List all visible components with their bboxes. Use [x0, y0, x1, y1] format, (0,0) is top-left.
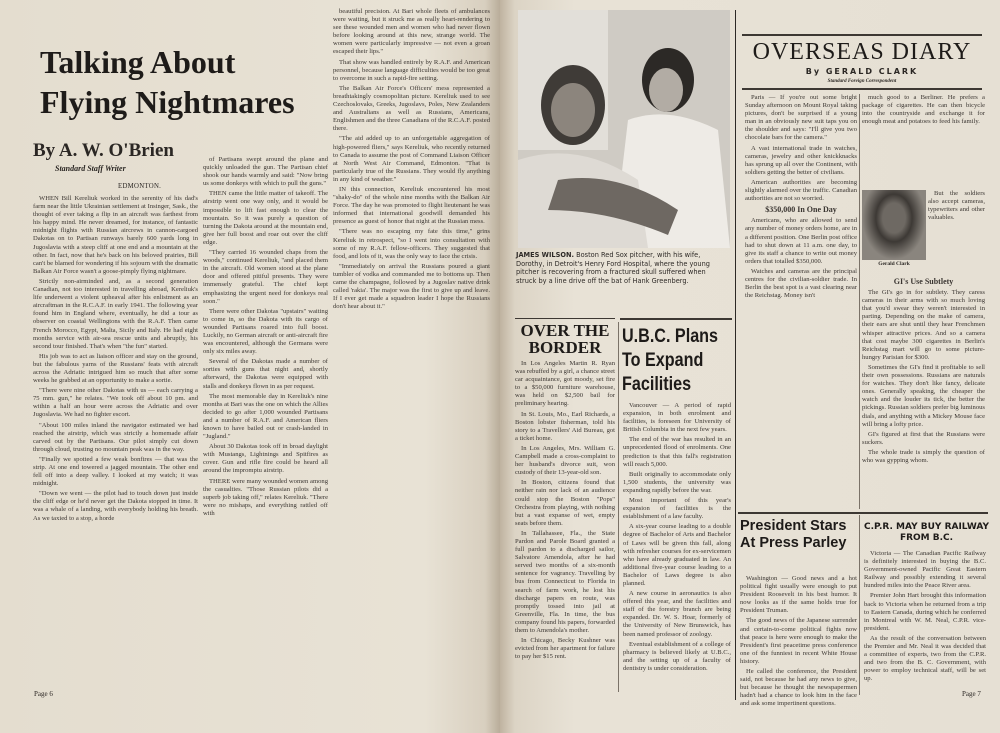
over-the-border-headline: OVER THE BORDER	[520, 321, 610, 357]
title-line-1: Talking About	[40, 44, 236, 80]
news-photo	[518, 10, 730, 248]
paragraph: The good news of the Japanese surrender and certain-to-come political fights now that peace is here were enough to make the President's first peacetime press conference one of the funniest in recent White House history.	[740, 617, 857, 665]
paragraph: A new course in aeronautics is also offered this year, and the facilities and staff of the forestry branch are being expanded. Dr. W. S. Hoar, formerly of the University of New Brunswick, has been named professor of zoology.	[623, 590, 731, 638]
paragraph: "There were nine other Dakotas with us — each carrying a 75 mm. gun," he relates. "We took off about 10 pm. and within a half an hour were across the Adriatic and over Jugoslavia. We had no fighter escort.	[33, 387, 198, 419]
divider	[742, 88, 982, 90]
overseas-diary-column-1	[745, 94, 857, 510]
paragraph: "There was no escaping my fate this time," grins Kereliuk in retrospect, "so I went into consultation with some of my R.A.F. fellow-officers. They suggested that food, and lots of it, was the only way to face the crisis.	[333, 228, 490, 260]
paragraph: Premier John Hart brought this information back to Victoria when he returned from a trip to Eastern Canada, during which he conferred in Montreal with W. M. Neal, C.P.R. vice-president.	[864, 592, 986, 632]
overseas-diary-column-2-side	[928, 190, 985, 272]
paragraph: In Los Angeles Martin R. Ryan was rebuffed by a girl, a chance street car acquaintance, got moody, set fire to a $50,000 furniture warehouse, was held on $2,500 bail for preliminary hearing.	[515, 360, 615, 408]
overseas-diary-role: Standard Foreign Correspondent	[827, 79, 897, 84]
paragraph: Strictly non-airminded and, as a second generation Canadian, not too interested in travelling abroad, Kereliuk's life underwent a violent upheaval after his enlistment as an aircraftman in the R.C.A.F. in early 1941. The following year found him in England where, eventually, he did a tour as observer on coastal Wellingtons with the R.A.F. Then came French Morocco, Egypt, Malta, Sicily and Italy. He had eight months service with air-sea rescue units and abruptly, his second tour finished. That's when "the fun" started.	[33, 277, 198, 350]
paragraph: THEN came the little matter of takeoff. The airstrip went one way only, and it would be impossible to lift fast enough to clear the mountain. So it was purely a question of turning the Dakota around at the mountain end, give her full boost and roar out over the cliff edge.	[203, 190, 328, 246]
ubc-headline-3: Facilities	[622, 374, 692, 395]
paragraph: The whole trade is simply the question of who was gypping whom.	[862, 448, 985, 464]
divider	[738, 512, 988, 514]
paragraph: As the result of the conversation between the Premier and Mr. Neal it was decided that a committee of experts, two from the C.P.R. and two from the B. C. Government, with power to employ technical staff, will be set up.	[864, 634, 986, 683]
paragraph: A six-year course leading to a double degree of Bachelor of Arts and Bachelor of Laws will be given this fall, along with refresher courses for ex-servicemen who have already graduated in law. An additional five-year course leading to a Bachelor of Laws degree is also planned.	[623, 523, 731, 587]
paragraph: "Down we went — the pilot had to touch down just inside the cliff edge or he'd never get the Dakota stopped in time. It was a whale of a landing, with everybody holding his breath. As we taxied to a stop, a horde	[33, 490, 198, 522]
paragraph: "Finally we spotted a few weak bonfires — that was the strip. At one end towered a jagged mountain. The other end fell off into a deep valley. I looked at my watch; it was midnight.	[33, 455, 198, 488]
ubc-body	[623, 402, 731, 692]
paragraph: The end of the war has resulted in an unprecedented flood of enrolments. One prediction is that this fall's registration will reach 5,000.	[623, 436, 731, 468]
paragraph: The Balkan Air Force's Officers' mess represented a breathtakingly cosmopolitan picture. Kereliuk used to see Czechoslovaks, Greeks, Jugoslavs, Poles, New Zealanders and Australians as well as Russians, Americans, Englishmen and the three Canadians of the R.C.A.F. posted there.	[333, 84, 490, 133]
cpr-headline: C.P.R. MAY BUY RAILWAY FROM B.C.	[864, 522, 989, 543]
paragraph: About 30 Dakotas took off in broad daylight with Mustangs, Lightnings and Spitfires as cover. Gun and rifle fire could be heard all around the impromptu airstrip.	[203, 443, 328, 475]
paragraph: The most memorable day in Kereliuk's nine months at Bari was the one on which the Allies decided to go after 1,000 wounded Partisans and a number of R.A.F. and American fliers known to have bailed out or crash-landed in "Jugland."	[203, 392, 328, 441]
paragraph: Vancouver — A period of rapid expansion, in both enrolment and facilities, is foreseen for University of British Columbia in the next few years.	[623, 402, 731, 434]
paragraph: "They carried 16 wounded chaps from the woods," continued Kereliuk, "and placed them in the aircraft. Old women stood at the plane door and offered pitiful presents. They were immensely grateful. The chief kept emphasizing the urgent need for donkeys real soon."	[203, 249, 328, 305]
paragraph: THERE were many wounded women among the casualties. "Those Russian pilots did a superb job taking off," relates Kereliuk. "There were no mishaps, and everything rattled off with	[203, 477, 328, 517]
article-column-1	[33, 195, 198, 685]
page-number: Page 7	[962, 690, 981, 698]
paragraph: Built originally to accommodate only 1,500 students, the university was expanding rapidly before the war.	[623, 470, 731, 494]
paragraph: A vast international trade in watches, cameras, jewelry and other knickknacks has sprung up all over the Continent, with soldiers getting the better of civilians.	[745, 144, 857, 176]
overseas-diary-column-2	[862, 275, 985, 510]
paragraph: There were other Dakotas "upstairs" waiting to come in, so the Dakota with its cargo of wounded Partisans roared into full boost. Luckily, no German aircraft or anti-aircraft fire was encountered, although the Germans were only six miles away.	[203, 307, 328, 356]
paragraph: American authorities are becoming slightly alarmed over the traffic. Canadian authorities are not so worried.	[745, 178, 857, 203]
paragraph: GI's figured at first that the Russians were suckers.	[862, 430, 985, 446]
caption-text: Boston Red Sox pitcher, with his wife, Dorothy, in Detroit's Henry Ford Hospital, where the young pitcher is recovering from a fractured skull suffered when struck by a line drive off the bat of Hank Greenberg.	[516, 251, 710, 285]
paragraph: Most important of this year's expansion of facilities is the establishment of a law faculty.	[623, 497, 731, 521]
byline: By A. W. O'Brien	[33, 140, 174, 161]
paragraph: The GI's go in for subtlety. They caress cameras in their arms with so much loving that you'd swear they weren't interested in parting. Depending on the make of camera, their ears are shut until they hear Frenchmen whisper attractive prices. And so a camera that cost maybe 300 cigarettes in Berlin's Reichstag mart will go to some picture-hungry Parisian for $300.	[862, 289, 985, 361]
overseas-diary-byline: By GERALD CLARK	[805, 67, 919, 76]
article-title	[40, 42, 325, 122]
paragraph: In Los Angeles, Mrs. William G. Campbell made a cross-complaint to her husband's divorce suit, won custody of their 13-year-old son.	[515, 444, 615, 477]
over-the-border-body	[515, 360, 615, 695]
portrait-caption: Gerald Clark	[878, 261, 910, 267]
cpr-body	[864, 550, 986, 682]
paragraph: In Boston, citizens found that neither rain nor lack of an audience could stop the Boston "Pops" Orchestra from playing, with nothing but a vast expanse of wet, empty seats before them.	[515, 479, 615, 527]
paragraph: He called the conference, the President said, not because he had any news to give, but because he thought the newspapermen hadn't had a chance to look him in the face and ask some impertinent questions.	[740, 668, 857, 708]
page-number: Page 6	[34, 690, 53, 698]
title-line-2: Flying Nightmares	[40, 84, 295, 120]
paragraph: But the soldiers also accept cameras, typewriters and other valuables.	[928, 190, 985, 222]
article-column-3	[333, 8, 490, 688]
paragraph: Sometimes the GI's find it profitable to sell their own possessions. Russians are naturals for watches. They don't like fancy, delicate ones. Generally speaking, the cheaper the watch and the louder its tick, the better the pickings. Russian soldiers prefer big luminous dials, and anything with a Mickey Mouse face will bring a lofty price.	[862, 363, 985, 428]
paragraph: Watches and cameras are the principal centres for the civilian-soldier trade. In Berlin the best spot is a vast clearing near the Reichstag. Money isn't	[745, 267, 857, 300]
paragraph: "Immediately on arrival the Russians poured a giant tumbler of vodka and commanded me to bottoms up. Then came the champagne, followed by a Jugoslav native drink called 'rakia'. The major was the first to give up and leave. If I ever get made a squadron leader I hope the Russians don't hear about it."	[333, 262, 490, 311]
paragraph: WHEN Bill Kereliuk worked in the serenity of his dad's farm near the little Ukrainian settlement at Insinger, Sask., the thought of ever taking a flip in an aircraft was farthest from his happy mind. He never dreamed, for instance, of fantastic midnight flights with Russian aircrews in cannon-cargoed Dakotas on to Partisan runways barely 600 yards long in Jugoslavia with a steep cliff at one end and a mountain at the other. In fact, now that he's back on his beloved prairies, Bill can't be blamed for wondering if his sojourn with the dramatic Balkan Air Force wasn't a goose-pimply flying nightmare.	[33, 195, 198, 275]
paragraph: of Partisans swept around the plane and quickly unloaded the gun. The Partisan chief shook our hands warmly and said: "Now bring us some donkeys with which to pull the guns."	[203, 156, 328, 188]
paragraph: "The aid added up to an unforgettable aggregation of high-powered fliers," says Kereliuk, who recently returned to Canada to assume the post of Command Liaison Officer at North West Air Command, Edmonton. "That is particularly true of the Russians. They would fly anything in any kind of weather."	[333, 135, 490, 183]
paragraph: Washington — Good news and a hot political fight usually were enough to put President Roosevelt in his best humor. It now looks as if the same holds true for President Truman.	[740, 575, 857, 615]
dateline: EDMONTON.	[118, 183, 162, 190]
subheading-gi-subtlety: GI's Use Subtlety	[893, 277, 954, 286]
photo-patient-and-wife	[518, 10, 730, 248]
paragraph: His job was to act as liaison officer and stay on the ground, but the fabulous yarns of the Russians' feats with aircraft across the Adriatic intrigued him so much that after some weeks he grabbed at an opportunity to make a sortie.	[33, 352, 198, 385]
gerald-clark-portrait	[862, 190, 926, 260]
column-rule	[859, 515, 860, 695]
overseas-diary-column-2-top	[862, 94, 985, 188]
paragraph: In Tallahassee, Fla., the State Pardon and Parole Board granted a full pardon to a discharged sailor, Salvatore Amendola, after he had served two months of a six-month sentence for vagrancy. Travelling by bus from Connecticut to Florida in search of farm work, he lost his discharge papers en route, was promptly tossed into jail at Greenville, Fla. In time, the bus company found his papers, forwarded them to Amendola's mother.	[515, 529, 615, 634]
president-body	[740, 575, 857, 708]
ubc-headline-2: To Expand	[622, 350, 704, 371]
divider	[515, 318, 615, 319]
paragraph: "About 100 miles inland the navigator estimated we had reached the airstrip, which was strictly a homemade affair carved out by the Partisans. Our pilot simply cut down through cloud, trusting no mountain peak was in the way.	[33, 421, 198, 453]
ubc-headline	[622, 325, 733, 397]
paragraph: Paris — If you're out some bright Sunday afternoon on Mount Royal taking pictures, don't be surprised if a young man in an obviously new suit taps you on the shoulder and says: "I'll give you two chocolate bars for the camera."	[745, 94, 857, 142]
divider	[742, 34, 982, 36]
byline-role: Standard Staff Writer	[55, 164, 126, 173]
paragraph: beautiful precision. At Bari whole fleets of ambulances were waiting, but it struck me as really heart-rendering to see these wounded men and women who had never flown before looking around at this new, strange world. The women were particularly impressive — not even a groan escaped their lips."	[333, 8, 490, 56]
ubc-headline-1: U.B.C. Plans	[622, 326, 719, 347]
paragraph: much good to a Berliner. He prefers a package of cigarettes. He can then bicycle into the countryside and exchange it for enough meat and potatoes to feed his family.	[862, 94, 985, 126]
caption-name: JAMES WILSON.	[516, 251, 574, 259]
photo-caption	[516, 251, 728, 285]
paragraph: Americans, who are allowed to send any number of money orders home, are in a different position. One Berlin post office had to shut down at 11 a.m. one day, to give its staff a chance to write out money orders that totalled $350,000.	[745, 217, 858, 265]
paragraph: Victoria — The Canadian Pacific Railway is definitely interested in buying the B.C. Government-owned Pacific Great Eastern Railway and possibly extending it several hundred miles into the Peace River area.	[864, 550, 986, 590]
paragraph: In St. Louis, Mo., Earl Richards, a Boston lobster fisherman, told his story to a Travellers' Aid Bureau, got a ticket home.	[515, 410, 615, 442]
paragraph: Eventual establishment of a college of pharmacy is believed likely at U.B.C., and the setting up of a faculty of dentistry is under consideration.	[623, 640, 731, 672]
overseas-diary-title: OVERSEAS DIARY	[752, 39, 972, 65]
paragraph: In Chicago, Becky Kushner was evicted from her apartment for failure to pay her $15 rent.	[515, 637, 615, 661]
column-rule	[618, 322, 619, 692]
column-rule	[859, 94, 860, 509]
column-rule	[735, 10, 736, 700]
paragraph: That show was handled entirely by R.A.F. and American personnel, because language difficulties would be too great to overcome in such a rapid-fire setting.	[333, 58, 490, 82]
subheading-350000: $350,000 In One Day	[765, 205, 837, 215]
divider	[620, 318, 732, 320]
paragraph: IN this connection, Kereliuk encountered his most "shaky-do" of the whole nine months with the Balkan Air Force. The day he was promoted to flight lieutenant he was informed that international goodwill demanded his presence as guest of honor that night at the Russian mess.	[333, 185, 490, 226]
article-column-2	[203, 156, 328, 686]
president-headline: President Stars At Press Parley	[740, 518, 847, 551]
paragraph: Several of the Dakotas made a number of sorties with guns that night and, shortly afterward, the Dakotas were equipped with stalls and donkeys flown in as per request.	[203, 358, 328, 390]
